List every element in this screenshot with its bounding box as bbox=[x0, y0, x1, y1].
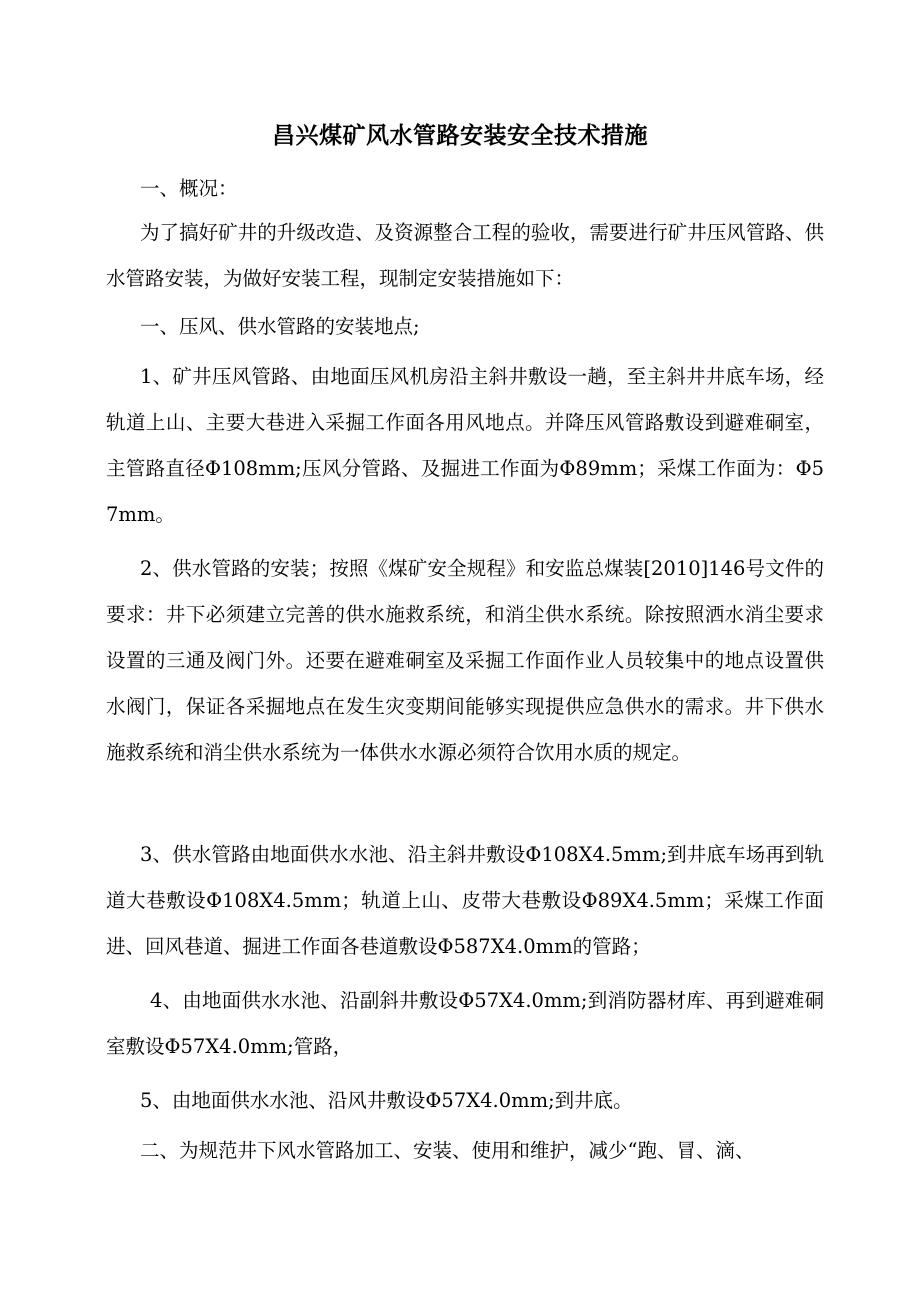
intro-paragraph: 为了搞好矿井的升级改造、及资源整合工程的验收，需要进行矿井压风管路、供水管路安装，为做好安装工程，现制定安装措施如下： bbox=[106, 221, 824, 290]
item-4-auxiliary-shaft-pipeline: 4、由地面供水水池、沿副斜井敷设Φ57X4.0mm;到消防器材库、再到避难硐室敷设Φ57X4.0mm;管路， bbox=[106, 989, 824, 1058]
item-2-water-supply-installation: 2、供水管路的安装；按照《煤矿安全规程》和安监总煤装[2010]146号文件的要求：井下必须建立完善的供水施救系统，和消尘供水系统。除按照洒水消尘要求设置的三通及阀门外。还要在避难硐室及采掘工作面作业人员较集中的地点设置供水阀门，保证各采掘地点在发生灾变期间能够实现提供应急供水的需求。井下供水施救系统和消尘供水系统为一体供水水源必须符合饮用水质的规定。 bbox=[106, 557, 824, 764]
item-5-ventilation-shaft-pipeline: 5、由地面供水水池、沿风井敷设Φ57X4.0mm;到井底。 bbox=[140, 1089, 633, 1112]
item-1-compressed-air-pipeline: 1、矿井压风管路、由地面压风机房沿主斜井敷设一趟，至主斜井井底车场，经轨道上山、主要大巷进入采掘工作面各用风地点。并降压风管路敷设到避难硐室，主管路直径Φ108mm;压风分管路、及掘进工作面为Φ89mm；采煤工作面为：Φ57mm。 bbox=[106, 365, 824, 526]
item-3-water-supply-route: 3、供水管路由地面供水水池、沿主斜井敷设Φ108X4.5mm;到井底车场再到轨道大巷敷设Φ108X4.5mm；轨道上山、皮带大巷敷设Φ89X4.5mm；采煤工作面进、回风巷道、掘进工作面各巷道敷设Φ587X4.0mm的管路； bbox=[106, 843, 824, 958]
document-title: 昌兴煤矿风水管路安装安全技术措施 bbox=[272, 123, 648, 149]
section-heading-standards: 二、为规范井下风水管路加工、安装、使用和维护，减少“跑、冒、滴、 bbox=[140, 1139, 755, 1162]
section-heading-install-locations: 一、压风、供水管路的安装地点; bbox=[140, 315, 420, 338]
heading-overview: 一、概况： bbox=[140, 177, 238, 200]
